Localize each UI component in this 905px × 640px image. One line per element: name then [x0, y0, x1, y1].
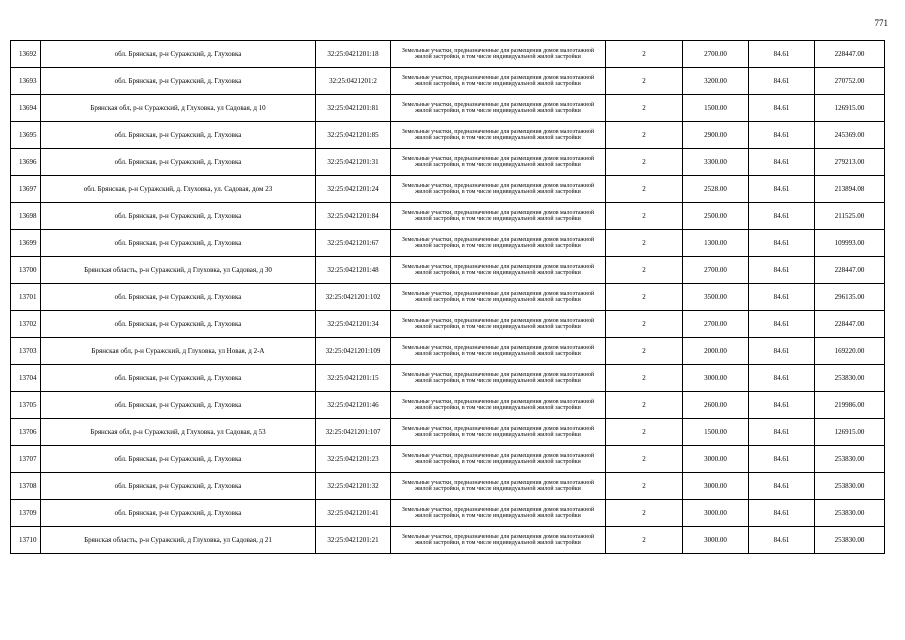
- row-cadastral-value: 253830.00: [815, 365, 885, 392]
- row-cadastral-number: 32:25:0421201:102: [316, 284, 391, 311]
- table-row: [11, 149, 885, 176]
- row-category: 2: [606, 176, 683, 203]
- row-rate: 84.61: [749, 392, 815, 419]
- row-category: 2: [606, 95, 683, 122]
- row-category: 2: [606, 419, 683, 446]
- row-address: обл. Брянская, р-н Суражский, д. Глуховка: [41, 203, 316, 230]
- row-land-purpose: Земельные участки, предназначенные для размещения домов малоэтажной жилой застройки, в том числе индивидуальной жилой застройки: [391, 311, 606, 338]
- row-address: обл. Брянская, р-н Суражский, д. Глуховка: [41, 68, 316, 95]
- row-cadastral-value: 270752.00: [815, 68, 885, 95]
- row-land-purpose: Земельные участки, предназначенные для размещения домов малоэтажной жилой застройки, в том числе индивидуальной жилой застройки: [391, 527, 606, 554]
- row-cadastral-value: 253830.00: [815, 500, 885, 527]
- row-number: 13693: [11, 68, 41, 95]
- table-row: [11, 338, 885, 365]
- row-rate: 84.61: [749, 500, 815, 527]
- row-address: обл. Брянская, р-н Суражский, д. Глуховка: [41, 392, 316, 419]
- row-category: 2: [606, 68, 683, 95]
- table-row: [11, 230, 885, 257]
- row-category: 2: [606, 473, 683, 500]
- row-rate: 84.61: [749, 338, 815, 365]
- row-category: 2: [606, 311, 683, 338]
- row-cadastral-number: 32:25:0421201:48: [316, 257, 391, 284]
- row-cadastral-value: 219986.00: [815, 392, 885, 419]
- row-category: 2: [606, 338, 683, 365]
- row-category: 2: [606, 527, 683, 554]
- row-cadastral-number: 32:25:0421201:2: [316, 68, 391, 95]
- row-land-purpose: Земельные участки, предназначенные для размещения домов малоэтажной жилой застройки, в том числе индивидуальной жилой застройки: [391, 149, 606, 176]
- row-address: обл. Брянская, р-н Суражский, д. Глуховка: [41, 500, 316, 527]
- row-cadastral-number: 32:25:0421201:32: [316, 473, 391, 500]
- row-land-purpose: Земельные участки, предназначенные для размещения домов малоэтажной жилой застройки, в том числе индивидуальной жилой застройки: [391, 500, 606, 527]
- row-number: 13702: [11, 311, 41, 338]
- row-category: 2: [606, 230, 683, 257]
- row-cadastral-value: 228447.00: [815, 257, 885, 284]
- row-category: 2: [606, 122, 683, 149]
- row-cadastral-number: 32:25:0421201:81: [316, 95, 391, 122]
- row-area: 1300.00: [683, 230, 749, 257]
- row-land-purpose: Земельные участки, предназначенные для размещения домов малоэтажной жилой застройки, в том числе индивидуальной жилой застройки: [391, 122, 606, 149]
- row-rate: 84.61: [749, 257, 815, 284]
- row-number: 13701: [11, 284, 41, 311]
- row-address: обл. Брянская, р-н Суражский, д. Глуховка: [41, 311, 316, 338]
- row-rate: 84.61: [749, 149, 815, 176]
- row-cadastral-number: 32:25:0421201:46: [316, 392, 391, 419]
- row-cadastral-number: 32:25:0421201:107: [316, 419, 391, 446]
- table-row: [11, 203, 885, 230]
- row-cadastral-value: 245369.00: [815, 122, 885, 149]
- land-registry-table: [10, 40, 885, 554]
- row-category: 2: [606, 203, 683, 230]
- row-land-purpose: Земельные участки, предназначенные для размещения домов малоэтажной жилой застройки, в том числе индивидуальной жилой застройки: [391, 338, 606, 365]
- row-area: 1500.00: [683, 419, 749, 446]
- row-area: 3000.00: [683, 446, 749, 473]
- row-land-purpose: Земельные участки, предназначенные для размещения домов малоэтажной жилой застройки, в том числе индивидуальной жилой застройки: [391, 203, 606, 230]
- row-land-purpose: Земельные участки, предназначенные для размещения домов малоэтажной жилой застройки, в том числе индивидуальной жилой застройки: [391, 446, 606, 473]
- row-cadastral-value: 228447.00: [815, 311, 885, 338]
- row-cadastral-value: 126915.00: [815, 419, 885, 446]
- row-category: 2: [606, 500, 683, 527]
- row-address: Брянская область, р-н Суражский, д Глуховка, ул Садовая, д 21: [41, 527, 316, 554]
- row-address: обл. Брянская, р-н Суражский, д. Глуховка: [41, 122, 316, 149]
- table-row: [11, 41, 885, 68]
- row-cadastral-value: 296135.00: [815, 284, 885, 311]
- row-land-purpose: Земельные участки, предназначенные для размещения домов малоэтажной жилой застройки, в том числе индивидуальной жилой застройки: [391, 419, 606, 446]
- row-number: 13696: [11, 149, 41, 176]
- row-number: 13704: [11, 365, 41, 392]
- row-cadastral-number: 32:25:0421201:21: [316, 527, 391, 554]
- row-number: 13710: [11, 527, 41, 554]
- row-address: Брянская обл, р-н Суражский, д Глуховка, ул Садовая, д 53: [41, 419, 316, 446]
- row-area: 2528.00: [683, 176, 749, 203]
- row-number: 13699: [11, 230, 41, 257]
- row-rate: 84.61: [749, 284, 815, 311]
- row-cadastral-value: 211525.00: [815, 203, 885, 230]
- row-cadastral-number: 32:25:0421201:67: [316, 230, 391, 257]
- row-area: 3000.00: [683, 527, 749, 554]
- table-row: [11, 176, 885, 203]
- row-address: обл. Брянская, р-н Суражский, д. Глуховка: [41, 149, 316, 176]
- row-number: 13692: [11, 41, 41, 68]
- row-land-purpose: Земельные участки, предназначенные для размещения домов малоэтажной жилой застройки, в том числе индивидуальной жилой застройки: [391, 176, 606, 203]
- row-number: 13700: [11, 257, 41, 284]
- row-cadastral-value: 253830.00: [815, 473, 885, 500]
- row-area: 3500.00: [683, 284, 749, 311]
- row-rate: 84.61: [749, 419, 815, 446]
- table-row: [11, 284, 885, 311]
- row-number: 13698: [11, 203, 41, 230]
- row-land-purpose: Земельные участки, предназначенные для размещения домов малоэтажной жилой застройки, в том числе индивидуальной жилой застройки: [391, 95, 606, 122]
- row-address: Брянская область, р-н Суражский, д Глуховка, ул Садовая, д 30: [41, 257, 316, 284]
- row-number: 13705: [11, 392, 41, 419]
- row-address: обл. Брянская, р-н Суражский, д. Глуховка: [41, 473, 316, 500]
- page-number: 771: [874, 18, 888, 28]
- row-area: 3000.00: [683, 473, 749, 500]
- row-cadastral-number: 32:25:0421201:15: [316, 365, 391, 392]
- row-rate: 84.61: [749, 95, 815, 122]
- table-row: [11, 419, 885, 446]
- row-address: Брянская обл, р-н Суражский, д Глуховка, ул Садовая, д 10: [41, 95, 316, 122]
- row-number: 13695: [11, 122, 41, 149]
- row-rate: 84.61: [749, 203, 815, 230]
- row-category: 2: [606, 41, 683, 68]
- row-area: 2700.00: [683, 311, 749, 338]
- row-address: Брянская обл, р-н Суражский, д Глуховка, ул Новая, д 2-А: [41, 338, 316, 365]
- table-row: [11, 527, 885, 554]
- row-land-purpose: Земельные участки, предназначенные для размещения домов малоэтажной жилой застройки, в том числе индивидуальной жилой застройки: [391, 257, 606, 284]
- row-cadastral-number: 32:25:0421201:84: [316, 203, 391, 230]
- row-cadastral-value: 228447.00: [815, 41, 885, 68]
- row-category: 2: [606, 365, 683, 392]
- row-area: 2000.00: [683, 338, 749, 365]
- row-number: 13697: [11, 176, 41, 203]
- row-area: 3000.00: [683, 365, 749, 392]
- row-cadastral-value: 169220.00: [815, 338, 885, 365]
- row-area: 2700.00: [683, 257, 749, 284]
- row-area: 3200.00: [683, 68, 749, 95]
- row-land-purpose: Земельные участки, предназначенные для размещения домов малоэтажной жилой застройки, в том числе индивидуальной жилой застройки: [391, 365, 606, 392]
- row-cadastral-number: 32:25:0421201:41: [316, 500, 391, 527]
- table-row: [11, 446, 885, 473]
- table-row: [11, 257, 885, 284]
- row-cadastral-number: 32:25:0421201:85: [316, 122, 391, 149]
- row-area: 3300.00: [683, 149, 749, 176]
- row-cadastral-value: 279213.00: [815, 149, 885, 176]
- row-area: 2500.00: [683, 203, 749, 230]
- row-rate: 84.61: [749, 365, 815, 392]
- row-rate: 84.61: [749, 446, 815, 473]
- row-rate: 84.61: [749, 527, 815, 554]
- row-rate: 84.61: [749, 122, 815, 149]
- row-cadastral-number: 32:25:0421201:24: [316, 176, 391, 203]
- table-row: [11, 122, 885, 149]
- row-rate: 84.61: [749, 473, 815, 500]
- table-row: [11, 365, 885, 392]
- row-cadastral-number: 32:25:0421201:23: [316, 446, 391, 473]
- row-number: 13694: [11, 95, 41, 122]
- table-row: [11, 473, 885, 500]
- row-cadastral-number: 32:25:0421201:109: [316, 338, 391, 365]
- table-row: [11, 500, 885, 527]
- row-rate: 84.61: [749, 68, 815, 95]
- row-cadastral-value: 213894.08: [815, 176, 885, 203]
- row-address: обл. Брянская, р-н Суражский, д. Глуховка: [41, 230, 316, 257]
- row-address: обл. Брянская, р-н Суражский, д. Глуховка: [41, 365, 316, 392]
- row-land-purpose: Земельные участки, предназначенные для размещения домов малоэтажной жилой застройки, в том числе индивидуальной жилой застройки: [391, 41, 606, 68]
- table-row: [11, 68, 885, 95]
- row-land-purpose: Земельные участки, предназначенные для размещения домов малоэтажной жилой застройки, в том числе индивидуальной жилой застройки: [391, 392, 606, 419]
- row-category: 2: [606, 257, 683, 284]
- row-cadastral-value: 253830.00: [815, 527, 885, 554]
- row-cadastral-number: 32:25:0421201:31: [316, 149, 391, 176]
- row-number: 13709: [11, 500, 41, 527]
- row-number: 13708: [11, 473, 41, 500]
- row-cadastral-value: 253830.00: [815, 446, 885, 473]
- row-area: 1500.00: [683, 95, 749, 122]
- row-land-purpose: Земельные участки, предназначенные для размещения домов малоэтажной жилой застройки, в том числе индивидуальной жилой застройки: [391, 284, 606, 311]
- row-cadastral-value: 126915.00: [815, 95, 885, 122]
- table-row: [11, 95, 885, 122]
- row-category: 2: [606, 392, 683, 419]
- table-row: [11, 392, 885, 419]
- row-cadastral-number: 32:25:0421201:34: [316, 311, 391, 338]
- row-rate: 84.61: [749, 176, 815, 203]
- row-area: 2600.00: [683, 392, 749, 419]
- row-address: обл. Брянская, р-н Суражский, д. Глуховка, ул. Садовая, дом 23: [41, 176, 316, 203]
- row-area: 2900.00: [683, 122, 749, 149]
- row-category: 2: [606, 446, 683, 473]
- row-number: 13706: [11, 419, 41, 446]
- row-category: 2: [606, 149, 683, 176]
- row-land-purpose: Земельные участки, предназначенные для размещения домов малоэтажной жилой застройки, в том числе индивидуальной жилой застройки: [391, 473, 606, 500]
- row-category: 2: [606, 284, 683, 311]
- row-rate: 84.61: [749, 311, 815, 338]
- row-area: 2700.00: [683, 41, 749, 68]
- row-land-purpose: Земельные участки, предназначенные для размещения домов малоэтажной жилой застройки, в том числе индивидуальной жилой застройки: [391, 68, 606, 95]
- row-rate: 84.61: [749, 41, 815, 68]
- row-area: 3000.00: [683, 500, 749, 527]
- row-address: обл. Брянская, р-н Суражский, д. Глуховка: [41, 284, 316, 311]
- row-rate: 84.61: [749, 230, 815, 257]
- row-number: 13703: [11, 338, 41, 365]
- row-address: обл. Брянская, р-н Суражский, д. Глуховка: [41, 446, 316, 473]
- table-row: [11, 311, 885, 338]
- row-land-purpose: Земельные участки, предназначенные для размещения домов малоэтажной жилой застройки, в том числе индивидуальной жилой застройки: [391, 230, 606, 257]
- row-address: обл. Брянская, р-н Суражский, д. Глуховка: [41, 41, 316, 68]
- row-number: 13707: [11, 446, 41, 473]
- row-cadastral-value: 109993.00: [815, 230, 885, 257]
- row-cadastral-number: 32:25:0421201:18: [316, 41, 391, 68]
